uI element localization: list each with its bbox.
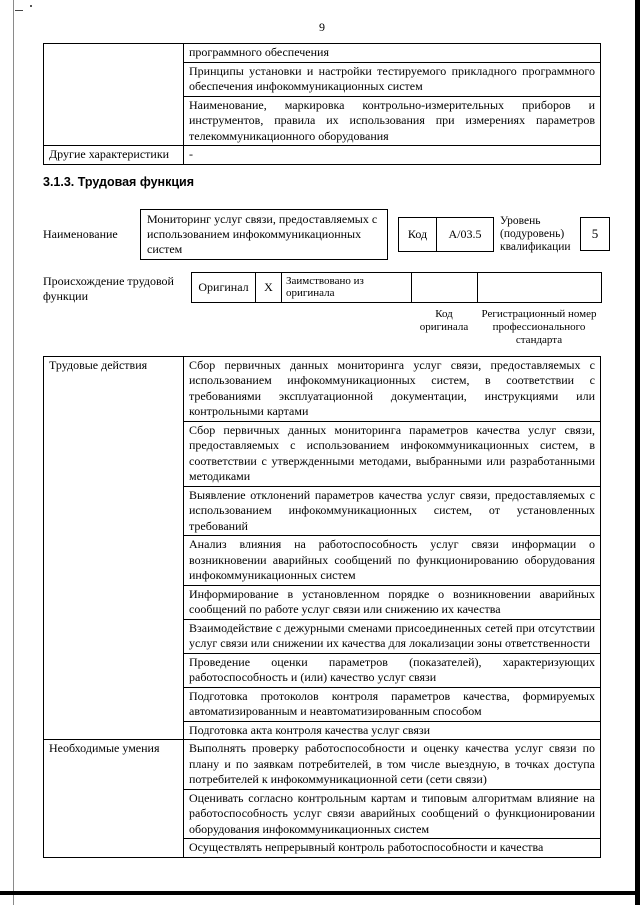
- scan-artifact: [15, 10, 23, 11]
- borrowed-cell: Заимствовано из оригинала: [282, 272, 412, 302]
- table-cell: Сбор первичных данных мониторинга параметров качества услуг связи, предоставляемых с использованием инфокоммуникационных систем, в соответствии с утвержденными методами, выбранными или разработанными методиками: [184, 421, 601, 486]
- reg-number-empty-cell: [478, 272, 602, 302]
- page-number: 9: [319, 20, 325, 34]
- code-value-cell: А/03.5: [437, 217, 494, 251]
- table-cell: Принципы установки и настройки тестируемого прикладного программного обеспечения инфокоммуникационных систем: [184, 62, 601, 96]
- table-row: [44, 44, 601, 63]
- table-cell: Проведение оценки параметров (показателей), характеризующих работоспособность и (или) качество услуг связи: [184, 653, 601, 687]
- table-row: [192, 272, 602, 302]
- scan-edge-bottom: [0, 891, 640, 895]
- name-label: Наименование: [43, 226, 118, 241]
- table-cell: Подготовка акта контроля качества услуг связи: [184, 721, 601, 740]
- table-cell: Анализ влияния на работоспособность услуг связи информации о возникновении аварийных сообщений по функционированию оборудования инфокоммуникационных систем: [184, 536, 601, 586]
- scan-edge-right: [635, 0, 640, 905]
- origin-table: [191, 272, 602, 303]
- knowledge-continuation-table: [43, 43, 601, 165]
- origin-label: Происхождение трудовой функции: [43, 273, 174, 303]
- reg-number-label: Регистрационный номер профессионального стандарта: [481, 307, 597, 346]
- scan-artifact: [30, 5, 32, 7]
- level-label: Уровень (подуровень) квалификации: [500, 214, 571, 253]
- section-label-cell: Необходимые умения: [44, 740, 184, 858]
- original-mark-cell: X: [256, 272, 282, 302]
- table-row: [44, 146, 601, 165]
- code-original-empty-cell: [412, 272, 478, 302]
- main-table: [43, 356, 601, 858]
- table-cell: Выявление отклонений параметров качества услуг связи, предоставляемых с использованием инфокоммуникационных систем, от установленных требований: [184, 486, 601, 536]
- code-table: [398, 217, 494, 252]
- table-cell: Информирование в установленном порядке о возникновении аварийных сообщений по работе услуг связи или снижению их качества: [184, 585, 601, 619]
- table-cell: Оценивать согласно контрольным картам и типовым алгоритмам влияние на работоспособность услуг связи аварийных сообщений о функционировании оборудования инфокоммуникационных систем: [184, 789, 601, 839]
- table-cell: Взаимодействие с дежурными сменами присоединенных сетей при отсутствии услуг связи или снижении их качества для локализации зоны ответственности: [184, 619, 601, 653]
- table-row: [44, 356, 601, 421]
- section-heading: 3.1.3. Трудовая функция: [43, 174, 195, 189]
- table-cell: Выполнять проверку работоспособности и оценку качества услуг связи по плану и по заявкам потребителей, в том числе выездную, в точках доступа потребителей к инфокоммуникационной сети (сети связи): [184, 740, 601, 790]
- table-cell: программного обеспечения: [184, 44, 601, 63]
- level-value-box: 5: [580, 217, 610, 251]
- other-characteristics-label-cell: Другие характеристики: [44, 146, 184, 165]
- table-cell: Наименование, маркировка контрольно-измерительных приборов и инструментов, правила их использования при измерениях параметров телекоммуникационного оборудования: [184, 96, 601, 146]
- function-header: [43, 209, 601, 260]
- page-content: [43, 0, 601, 858]
- scan-edge-left: [13, 0, 14, 905]
- table-cell: Осуществлять непрерывный контроль работоспособности и качества: [184, 839, 601, 858]
- table-cell: -: [184, 146, 601, 165]
- table-row: [399, 217, 494, 251]
- section-label-cell: Трудовые действия: [44, 356, 184, 740]
- table-cell: Подготовка протоколов контроля параметров качества, формируемых автоматизированным и неавтоматизированным способом: [184, 687, 601, 721]
- empty-label-cell: [44, 44, 184, 146]
- caption-spacer: [43, 308, 411, 347]
- table-cell: Сбор первичных данных мониторинга услуг связи, предоставляемых с использованием инфокоммуникационных систем, в соответствии с требованиями эксплуатационной документации, инструкциями или контрольными картами: [184, 356, 601, 421]
- origin-block: [43, 272, 601, 304]
- code-original-label: Код оригинала: [419, 307, 469, 333]
- origin-captions: [43, 308, 601, 347]
- table-row: [44, 740, 601, 790]
- original-cell: Оригинал: [192, 272, 256, 302]
- function-name-box: Мониторинг услуг связи, предоставляемых с использованием инфокоммуникационных систем: [140, 209, 388, 260]
- code-label-cell: Код: [399, 217, 437, 251]
